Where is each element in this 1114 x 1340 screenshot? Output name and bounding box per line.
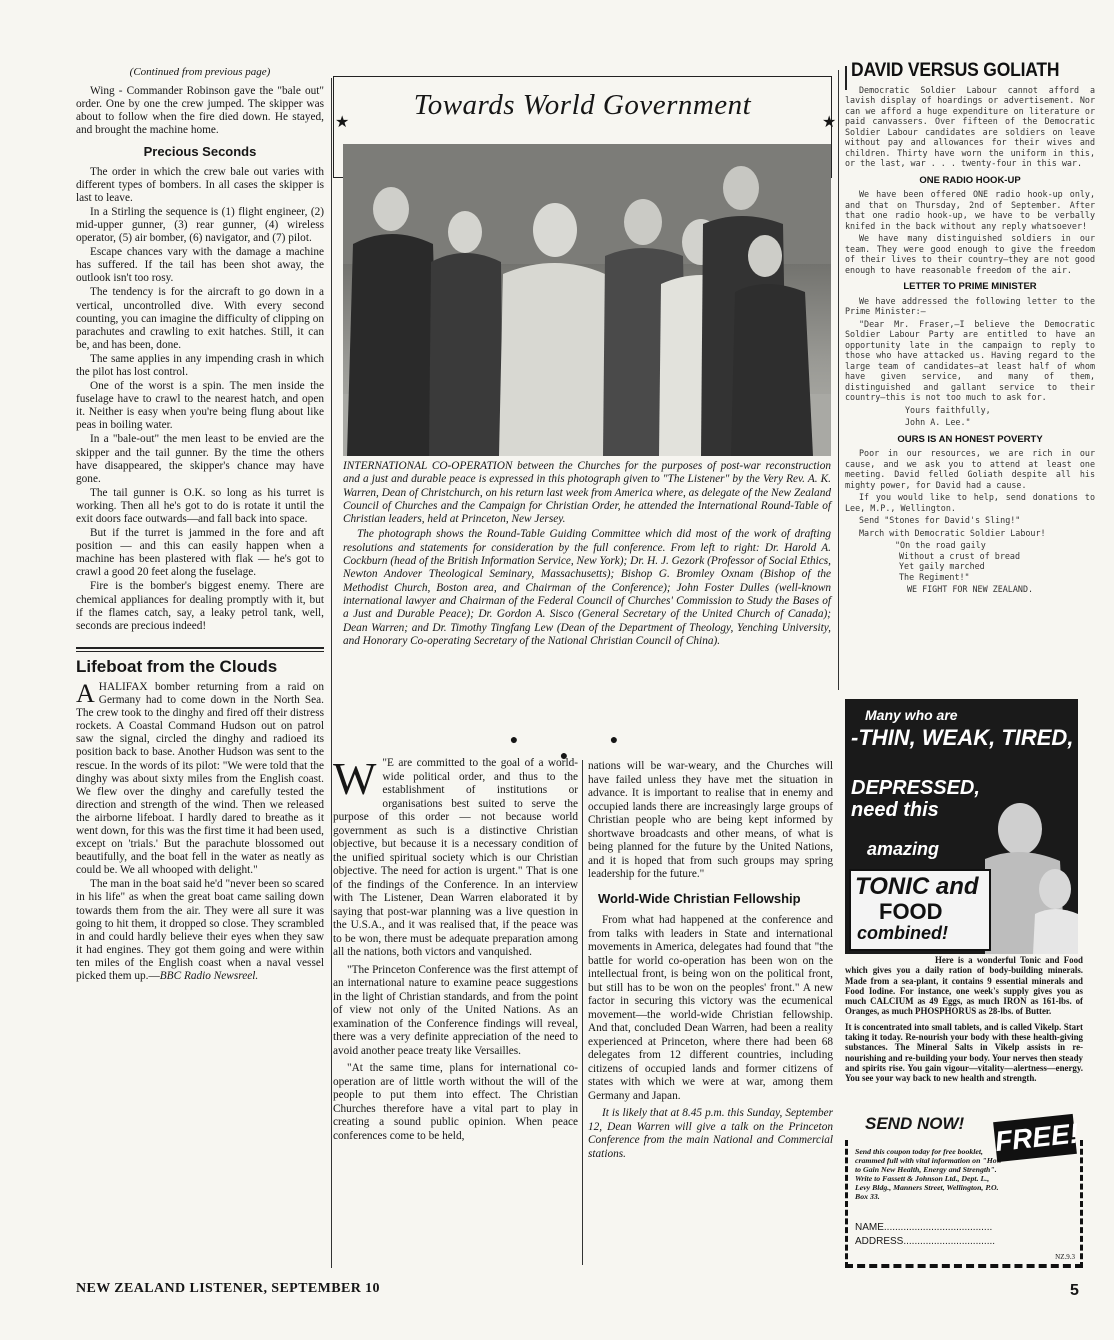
paragraph: In a Stirling the sequence is (1) flight engineer, (2) mid-upper gunner, (3) rear gunner, (4) wireless operator, (5) air bomber, (6) navigator, and (7) pilot. xyxy=(76,205,324,245)
article-column-1 xyxy=(333,753,578,1147)
tonic-advertisement xyxy=(845,699,1078,954)
section-dots: ● ● ● xyxy=(509,733,663,764)
paragraph: "The Princeton Conference was the first attempt of an international nature to examine peace suggestions in the light of Christian standards, and from the point of view not only of the United Nations. As an examination of the Conference findings will reveal, there was a very definite appreciation of the need to avoid another peace treaty like Versailles. xyxy=(333,963,578,1057)
paragraph: The tail gunner is O.K. so long as his turret is working. Then all he's got to do is rotate it until the exit doors face outwards—and fall back into space. xyxy=(76,486,324,525)
coupon-text: Send this coupon today for free booklet, crammed full with vital information on "How to Gain New Health, Energy and Strength". Write to Fassett & Johnson Ltd., Dept. L., Levy Bldg., Manners Street, Wellington, P.O. Box 33. xyxy=(855,1147,1002,1201)
continued-note: (Continued from previous page) xyxy=(129,66,271,78)
send-now-label: SEND NOW! xyxy=(865,1114,965,1133)
paragraph: Escape chances vary with the damage a machine has suffered. If the tail has been shot away, the outlook isn't too rosy. xyxy=(76,246,324,285)
group-photo xyxy=(343,144,831,456)
signature: John A. Lee." xyxy=(905,417,971,427)
paragraph: The same applies in any impending crash in which the pilot has lost control. xyxy=(76,352,324,378)
tonic-panel xyxy=(849,869,991,951)
page-footer: NEW ZEALAND LISTENER, SEPTEMBER 10 xyxy=(76,1281,380,1296)
paragraph: nations will be war-weary, and the Churches will have failed unless they have met the situation in advance. It is important to realise that in enemy and occupied lands there are increasingly large groups of Christian people who are being kept informed by shortwave broadcasts and other means, of what is being planned for the future by the United Nations, and it is hoped that from such groups may spring leadership for the future." xyxy=(588,760,833,880)
poem-line: Yet gaily marched xyxy=(899,561,985,571)
poem-line: The Regiment!" xyxy=(899,571,970,582)
paragraph: Democratic Soldier Labour cannot afford a lavish display of hoardings or advertisement. Nor can we afford a huge expenditure on literature or paid canvassers. Over fifteen of the Democratic Soldier Labour candidates are soldiers on leave without pay and allowances for their wives and children. Thirty have worn the uniform in this, or the last, war . . . twenty-four in this war. xyxy=(845,84,1095,168)
credit: BBC Radio Newsreel. xyxy=(159,970,259,982)
right-column xyxy=(845,60,1095,597)
paragraph: Poor in our resources, we are rich in our cause, and we ask you to attend at least one meeting. David felled Goliath despite all his mighty power, for David had a cause. xyxy=(845,448,1095,490)
heading-rule xyxy=(845,66,847,90)
paragraph: The order in which the crew bale out varies with different types of bombers. In all cases the skipper is last to leave. xyxy=(76,165,324,204)
caption-paragraph: The photograph shows the Round-Table Guiding Committee which did most of the work of drafting resolutions and statements for consideration by the full conference. From left to right: Dr. Harold A. Cockburn (head of the British Information Service, New York); Dr. H. J. Gezork (Professor of Social Ethics, Newton Andover Theological Seminary, Massachusetts); Bishop G. Bromley Oxnam (Bishop of the Methodist Church, Boston area, and Chairman of the Conference); John Foster Dulles (well-known international lawyer and Chairman of the Federal Council of Churches' Commission to Study the Bases of a Just and Durable Peace); Dr. Gordon A. Sisco (General Secretary of the United Church of Canada); Dean Warren; and Dr. Timothy Tingfang Lew (Dean of the Department of Theology, Yenching University, and Honorary Co-operating Secretary of the National Christian Council of China). xyxy=(343,528,831,647)
drop-cap: A xyxy=(76,678,95,708)
subheading: OURS IS AN HONEST POVERTY xyxy=(897,433,1043,445)
subheading: LETTER TO PRIME MINISTER xyxy=(903,281,1037,292)
column-rule xyxy=(582,760,583,1265)
paragraph: March with Democratic Soldier Labour! xyxy=(859,527,1046,538)
heading-david-goliath: DAVID VERSUS GOLIATH xyxy=(851,60,1060,81)
free-badge: FREE! xyxy=(993,1114,1077,1162)
poem-line: "On the road gaily xyxy=(895,540,986,550)
tonic-line: combined! xyxy=(857,923,949,943)
caption-paragraph: INTERNATIONAL CO-OPERATION between the Churches for the purposes of post-war reconstruction and a just and durable peace is expressed in this photograph given to "The Listener" by the Very Rev. A. K. Warren, Dean of Christchurch, on his return last week from America where, as delegate of the New Zealand Council of Churches and the Campaign for Christian Order, he attended the International Round-Table of Christian leaders, held at Princeton, New Jersey. xyxy=(343,460,831,526)
ad-line: need this xyxy=(851,799,939,821)
photo-figures xyxy=(343,144,831,456)
tonic-line: TONIC and xyxy=(855,873,979,900)
paragraph: Fire is the bomber's biggest enemy. There are chemical appliances for dealing promptly with it, but if the flames catch, say, a leaky petrol tank, well, seconds are precious indeed! xyxy=(76,580,324,632)
ad-line: DEPRESSED, xyxy=(851,777,980,799)
subheading: ONE RADIO HOOK-UP xyxy=(919,174,1021,186)
article-title: Towards World Government xyxy=(413,89,752,121)
name-field[interactable]: NAME....................................... xyxy=(855,1222,993,1233)
paragraph: In a "bale-out" the men least to be envied are the skipper and the tail gunner. By the time the others have disappeared, the skipper's chance may have gone. xyxy=(76,433,324,485)
ad-line: -THIN, WEAK, TIRED, xyxy=(851,725,1074,750)
column-rule xyxy=(331,78,332,1268)
ad-line: Many who are xyxy=(865,707,958,723)
heading-precious-seconds: Precious Seconds xyxy=(143,144,257,160)
paragraph: The man in the boat said he'd "never been so scared in his life" as when the great boat came sailing down towards them from the air. They were all sure it was going to hit them, it dropped so close. They scrambled in and could hardly believe their eyes when they saw it had engines. They got them going and were within ten miles of the English coast when a naval vessel picked them up.— xyxy=(76,878,324,982)
paragraph: Wing - Commander Robinson gave the "bale out" order. One by one the crew jumped. The skipper was about to follow when the fire died down. He stayed, and brought the machine home. xyxy=(76,85,324,137)
star-icon: ★ xyxy=(335,114,350,131)
paragraph: From what had happened at the conference and from talks with leaders in State and international movements in America, delegates had found that "the battle for world co-operation has been won on the intellectual front, is being won on the political front, but still has to be won on the peoples' front." A new factor in securing this victory was the ecumenical movement—the world-wide Christian fellowship. And that, concluded Dean Warren, had been a reality experienced at Princeton, where there had been 68 delegates from 12 different countries, including citizens of occupied lands and former citizens of states with which we were at war, among them Germany and Japan. xyxy=(588,914,833,1102)
tonic-line: FOOD xyxy=(879,899,943,924)
paragraph: HALIFAX bomber returning from a raid on Germany had to come down in the North Sea. The crew took to the dinghy and fired off their distress rockets. A Coastal Command Hudson out on patrol saw the signal, circled the dinghy and radioed its position back to base. Another Hudson was sent to the rescue. In the words of its pilot: "We were told that the dinghy was about sixty miles from the English coast. We flew over the dinghy and carefully tested the direction and strength of the wind. Then we released the airborne lifeboat. I hardly dared to breathe as it went down, for this was the first time it had been used, except on 'trials.' But the parachute blossomed out beautifully, and the boat fell in the water as neatly as could be. We all whooped with delight." xyxy=(76,680,324,877)
paragraph: The tendency is for the aircraft to go down in a vertical, uncontrolled dive. With every second counting, you can imagine the difficulty of clipping on parachutes and crawling to exit hatches. Still, it can be, and has been, done. xyxy=(76,286,324,351)
paragraph: We have been offered ONE radio hook-up only, and that on Thursday, 2nd of September. After that one radio hook-up, we have to be verbally knifed in the back without any reply whatsoever! xyxy=(845,189,1095,231)
paragraph: But if the turret is jammed in the fore and aft position — and this can easily happen when a machine has been plastered with flak — he's got to crawl a good 20 feet along the fuselage. xyxy=(76,527,324,579)
poem-line: Without a crust of bread xyxy=(899,550,1021,561)
ad-paragraph: It is concentrated into small tablets, and is called Vikelp. Start taking it today. Re-nourish your body with these health-giving substances. The Mineral Salts in Vikelp assists in re-nourishing and re-building your body. Your nerves then steady and spirits rise. You gain vigour—vitality—alertness—energy. You see your way back to new health and strength. xyxy=(845,1021,1083,1084)
paragraph: Send "Stones for David's Sling!" xyxy=(859,515,1021,525)
column-rule xyxy=(838,70,839,690)
section-divider xyxy=(76,647,324,652)
paragraph: "Dear Mr. Fraser,—I believe the Democratic Soldier Labour Party are entitled to have an opportunity late in the campaign to reply to those who have attacked us. Having regard to the large team of candidates—at least half of whom have given service, and many of them, distinguished and gallant service to their country—this is not too much to ask for. xyxy=(845,318,1095,402)
ad-body xyxy=(845,955,1083,1089)
drop-cap: W xyxy=(333,753,377,804)
address-field[interactable]: ADDRESS................................. xyxy=(855,1236,996,1247)
paragraph: We have many distinguished soldiers in our team. They were good enough to give the freedom of their lives to their country—they are not good enough to have reasonable freedom of the air. xyxy=(845,233,1095,275)
slogan: WE FIGHT FOR NEW ZEALAND. xyxy=(906,584,1034,594)
paragraph: We have addressed the following letter to the Prime Minister:— xyxy=(845,295,1095,316)
paragraph: "At the same time, plans for international co-operation are of little worth without the will of the people to put them into effect. The Christian Churches therefore have a vital part to play in creating a sound public opinion. When peace conferences come to be held, xyxy=(333,1062,578,1142)
paragraph: If you would like to help, send donations to Lee, M.P., Wellington. xyxy=(845,492,1095,513)
ad-code: NZ.9.3 xyxy=(1055,1253,1075,1261)
heading-fellowship: World-Wide Christian Fellowship xyxy=(598,890,801,906)
heading-lifeboat: Lifeboat from the Clouds xyxy=(76,656,278,676)
paragraph: One of the worst is a spin. The men inside the fuselage have to crawl to the nearest hatch, and open it. Neither is easy when you're being flung about like peas in boiling water. xyxy=(76,380,324,432)
photo-caption xyxy=(343,460,831,650)
ad-line xyxy=(851,777,980,821)
coupon[interactable] xyxy=(845,1112,1079,1266)
left-column xyxy=(76,66,324,984)
page-number: 5 xyxy=(1070,1282,1079,1299)
signature: Yours faithfully, xyxy=(905,404,991,415)
paragraph: "E are committed to the goal of a world-wide political order, and thus to the establishment of institutions or organisations best suited to serve the purpose of this order — not because world government as such is a distinctive Christian objective, but because it is a necessary condition of the unified spiritual society which is our Christian objective. The need for action is urgent." That is one of the findings of the Conference. In an interview with The Listener, Dean Warren elaborated it by saying that post-war planning was a live question in the U.S.A., and it was realised that, if the peace was to be won, there must be adequate preparation among all the nations, both victors and vanquished. xyxy=(333,757,578,958)
article-column-2 xyxy=(588,760,833,1165)
broadcast-note: It is likely that at 8.45 p.m. this Sunday, September 12, Dean Warren will give a talk on the Princeton Conference from the main National and Commercial stations. xyxy=(588,1107,833,1160)
ad-line: amazing xyxy=(867,839,940,859)
star-icon: ★ xyxy=(822,114,837,131)
ad-paragraph: Here is a wonderful Tonic and Food which gives you a daily ration of body-building minerals. Made from a sea-plant, it contains 9 essential minerals and Food Iodine. For instance, one week's supply gives you as much CALCIUM as 49 Eggs, as much IRON as 161-lbs. of Oranges, as much PHOSPHORUS as 28-lbs. of Butter. xyxy=(845,955,1083,1017)
